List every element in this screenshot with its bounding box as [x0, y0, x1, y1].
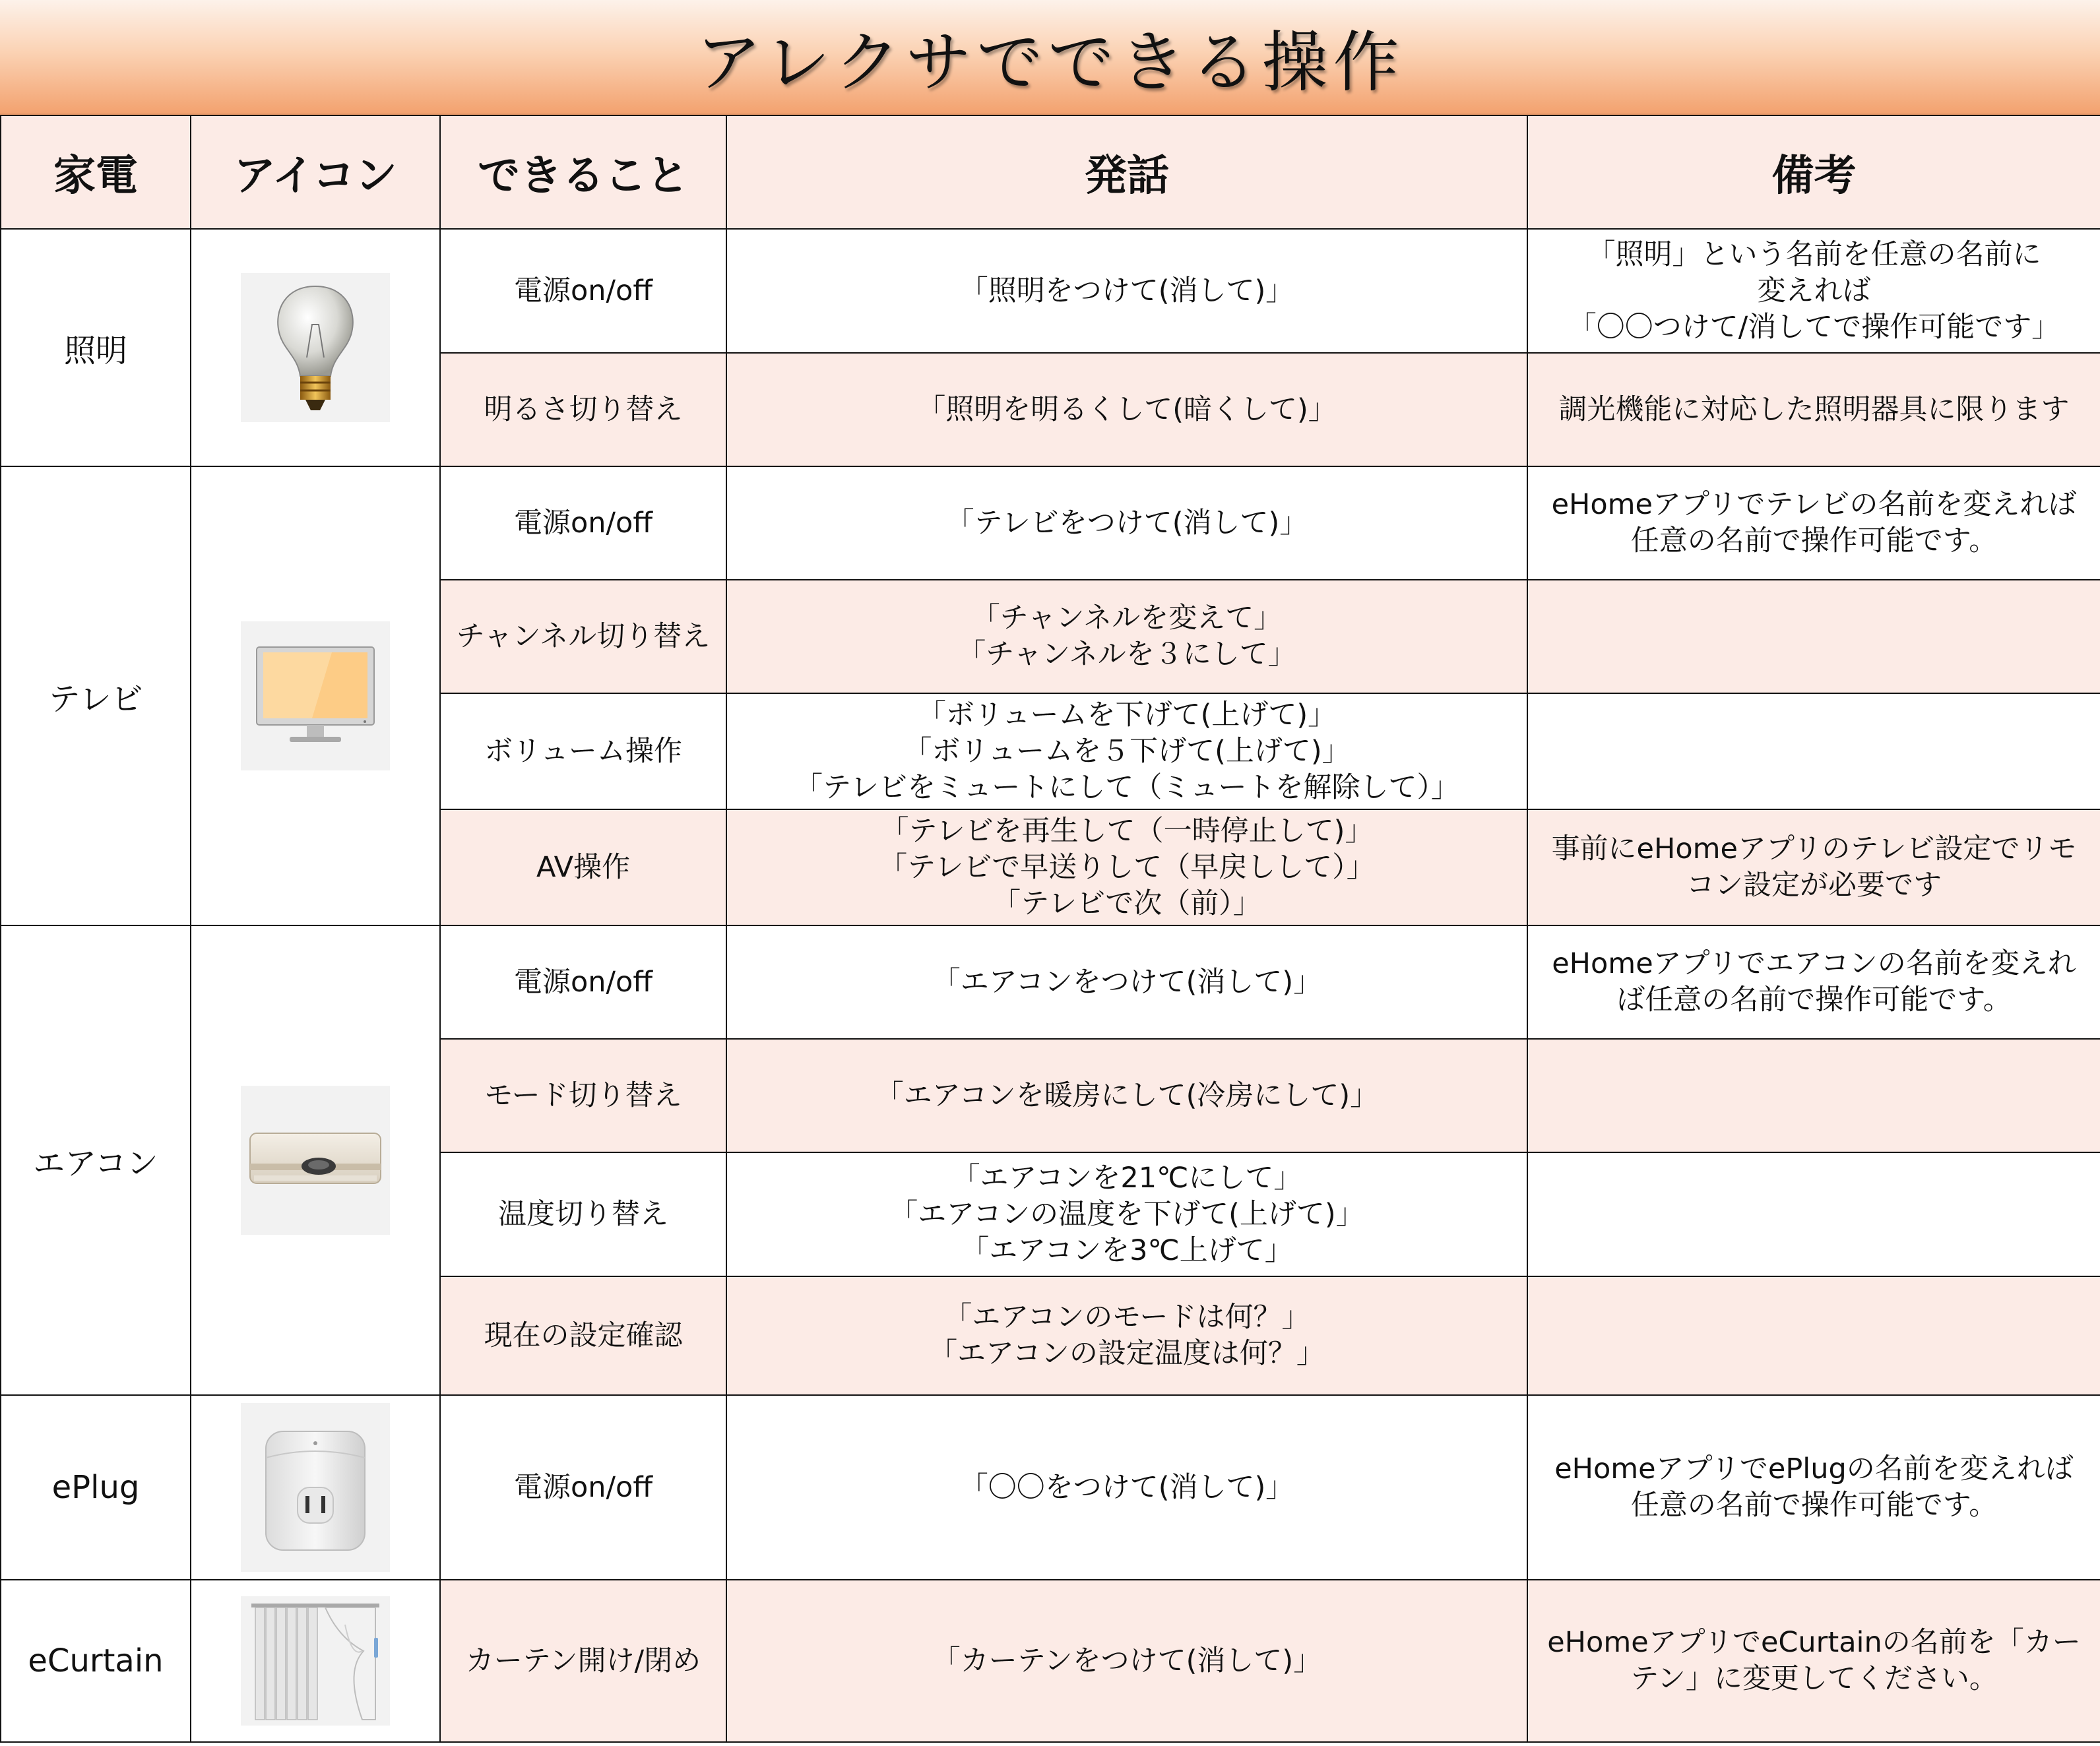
- utterance-line: 「エアコンの設定温度は何？」: [929, 1337, 1325, 1370]
- utterance-line: 「〇〇をつけて(消して)」: [959, 1470, 1294, 1504]
- page-title: アレクサでできる操作: [695, 24, 1405, 101]
- note-line: テン」に変更してください。: [1630, 1662, 1998, 1695]
- utterance-line: 「テレビをミュートにして（ミュートを解除して）」: [794, 770, 1459, 804]
- utterance-cell: [726, 693, 1527, 809]
- utterance-line: 「テレビで早送りして（早戻しして）」: [879, 850, 1375, 884]
- operations-table: [0, 115, 2100, 1743]
- air-conditioner-icon: [241, 1086, 390, 1235]
- utterance-line: 「チャンネルを変えて」: [971, 602, 1283, 635]
- header-appliance: 家電: [1, 115, 191, 229]
- appliance-ac: エアコン: [1, 925, 191, 1395]
- action-cell: カーテン開け/閉め: [440, 1580, 726, 1742]
- utterance-line: 「ボリュームを下げて(上げて)」: [917, 698, 1337, 732]
- utterance-line: 「テレビを再生して（一時停止して)」: [880, 814, 1374, 848]
- utterance-cell: [726, 809, 1527, 925]
- utterance-cell: [726, 580, 1527, 693]
- utterance-line: 「チャンネルを３にして」: [957, 638, 1296, 671]
- action-cell: AV操作: [440, 809, 726, 925]
- icon-cell: [191, 1580, 440, 1742]
- header-utterance: 発話: [726, 115, 1527, 229]
- table-row: [1, 925, 2100, 1039]
- utterance-cell: [726, 1395, 1527, 1580]
- notes-cell: [1527, 580, 2100, 693]
- icon-cell: [191, 1395, 440, 1580]
- appliance-eplug: ePlug: [1, 1395, 191, 1580]
- utterance-cell: [726, 1152, 1527, 1276]
- utterance-cell: [726, 925, 1527, 1039]
- icon-cell: [191, 466, 440, 925]
- table-row: [1, 1395, 2100, 1580]
- notes-cell: [1527, 1276, 2100, 1395]
- action-cell: ボリューム操作: [440, 693, 726, 809]
- note-line: 任意の名前で操作可能です。: [1630, 524, 1998, 557]
- notes-cell: [1527, 809, 2100, 925]
- action-cell: 電源on/off: [440, 925, 726, 1039]
- notes-cell: [1527, 693, 2100, 809]
- note-line: 事前にeHomeアプリのテレビ設定でリモ: [1551, 832, 2077, 865]
- action-cell: 明るさ切り替え: [440, 353, 726, 466]
- utterance-cell: [726, 1276, 1527, 1395]
- note-line: 「〇〇つけて/消してで操作可能です」: [1568, 310, 2060, 344]
- utterance-line: 「照明を明るくして(暗くして)」: [917, 392, 1337, 426]
- notes-cell: [1527, 229, 2100, 353]
- utterance-line: 「照明をつけて(消して)」: [959, 274, 1294, 307]
- note-line: 任意の名前で操作可能です。: [1630, 1489, 1998, 1522]
- table-row: [1, 466, 2100, 580]
- utterance-line: 「エアコンを3℃上げて」: [961, 1233, 1293, 1267]
- appliance-tv: テレビ: [1, 466, 191, 925]
- utterance-cell: [726, 353, 1527, 466]
- note-line: eHomeアプリでテレビの名前を変えれば: [1551, 488, 2077, 521]
- note-line: ば任意の名前で操作可能です。: [1616, 983, 2012, 1016]
- utterance-cell: [726, 466, 1527, 580]
- note-line: eHomeアプリでePlugの名前を変えれば: [1554, 1452, 2074, 1485]
- notes-cell: [1527, 353, 2100, 466]
- utterance-line: 「エアコンのモードは何？」: [943, 1301, 1310, 1334]
- note-line: eHomeアプリでエアコンの名前を変えれ: [1552, 947, 2076, 980]
- header-row: [1, 115, 2100, 229]
- action-cell: 電源on/off: [440, 466, 726, 580]
- notes-cell: [1527, 466, 2100, 580]
- note-line: eHomeアプリでeCurtainの名前を「カー: [1547, 1626, 2081, 1659]
- header-icon: アイコン: [191, 115, 440, 229]
- appliance-light: 照明: [1, 229, 191, 466]
- note-line: 変えれば: [1757, 274, 1871, 307]
- table-row: [1, 1580, 2100, 1742]
- curtain-icon: [241, 1596, 390, 1726]
- notes-cell: [1527, 1395, 2100, 1580]
- title-bar: [0, 0, 2100, 115]
- utterance-line: 「エアコンの温度を下げて(上げて)」: [889, 1197, 1364, 1231]
- action-cell: 現在の設定確認: [440, 1276, 726, 1395]
- television-icon: [241, 621, 390, 770]
- note-line: 「照明」という名前を任意の名前に: [1587, 237, 2041, 271]
- light-bulb-icon: [241, 273, 390, 422]
- action-cell: 温度切り替え: [440, 1152, 726, 1276]
- utterance-line: 「ボリュームを５下げて(上げて)」: [903, 734, 1351, 768]
- utterance-line: 「テレビで次（前）」: [992, 887, 1261, 920]
- header-action: できること: [440, 115, 726, 229]
- utterance-cell: [726, 229, 1527, 353]
- utterance-line: 「テレビをつけて(消して)」: [945, 506, 1308, 540]
- table-row: [1, 229, 2100, 353]
- utterance-cell: [726, 1039, 1527, 1152]
- note-line: コン設定が必要です: [1686, 869, 1942, 902]
- utterance-line: 「エアコンをつけて(消して)」: [932, 965, 1322, 999]
- notes-cell: [1527, 1152, 2100, 1276]
- action-cell: 電源on/off: [440, 229, 726, 353]
- utterance-line: 「エアコンを暖房にして(冷房にして)」: [875, 1078, 1379, 1112]
- notes-cell: [1527, 1580, 2100, 1742]
- notes-cell: [1527, 1039, 2100, 1152]
- header-notes: 備考: [1527, 115, 2100, 229]
- utterance-line: 「エアコンを21℃にして」: [951, 1161, 1302, 1195]
- icon-cell: [191, 925, 440, 1395]
- action-cell: チャンネル切り替え: [440, 580, 726, 693]
- note-line: 調光機能に対応した照明器具に限ります: [1558, 392, 2070, 426]
- utterance-cell: [726, 1580, 1527, 1742]
- notes-cell: [1527, 925, 2100, 1039]
- smart-plug-icon: [241, 1403, 390, 1572]
- icon-cell: [191, 229, 440, 466]
- utterance-line: 「カーテンをつけて(消して)」: [932, 1644, 1322, 1677]
- appliance-ecurtain: eCurtain: [1, 1580, 191, 1742]
- action-cell: モード切り替え: [440, 1039, 726, 1152]
- action-cell: 電源on/off: [440, 1395, 726, 1580]
